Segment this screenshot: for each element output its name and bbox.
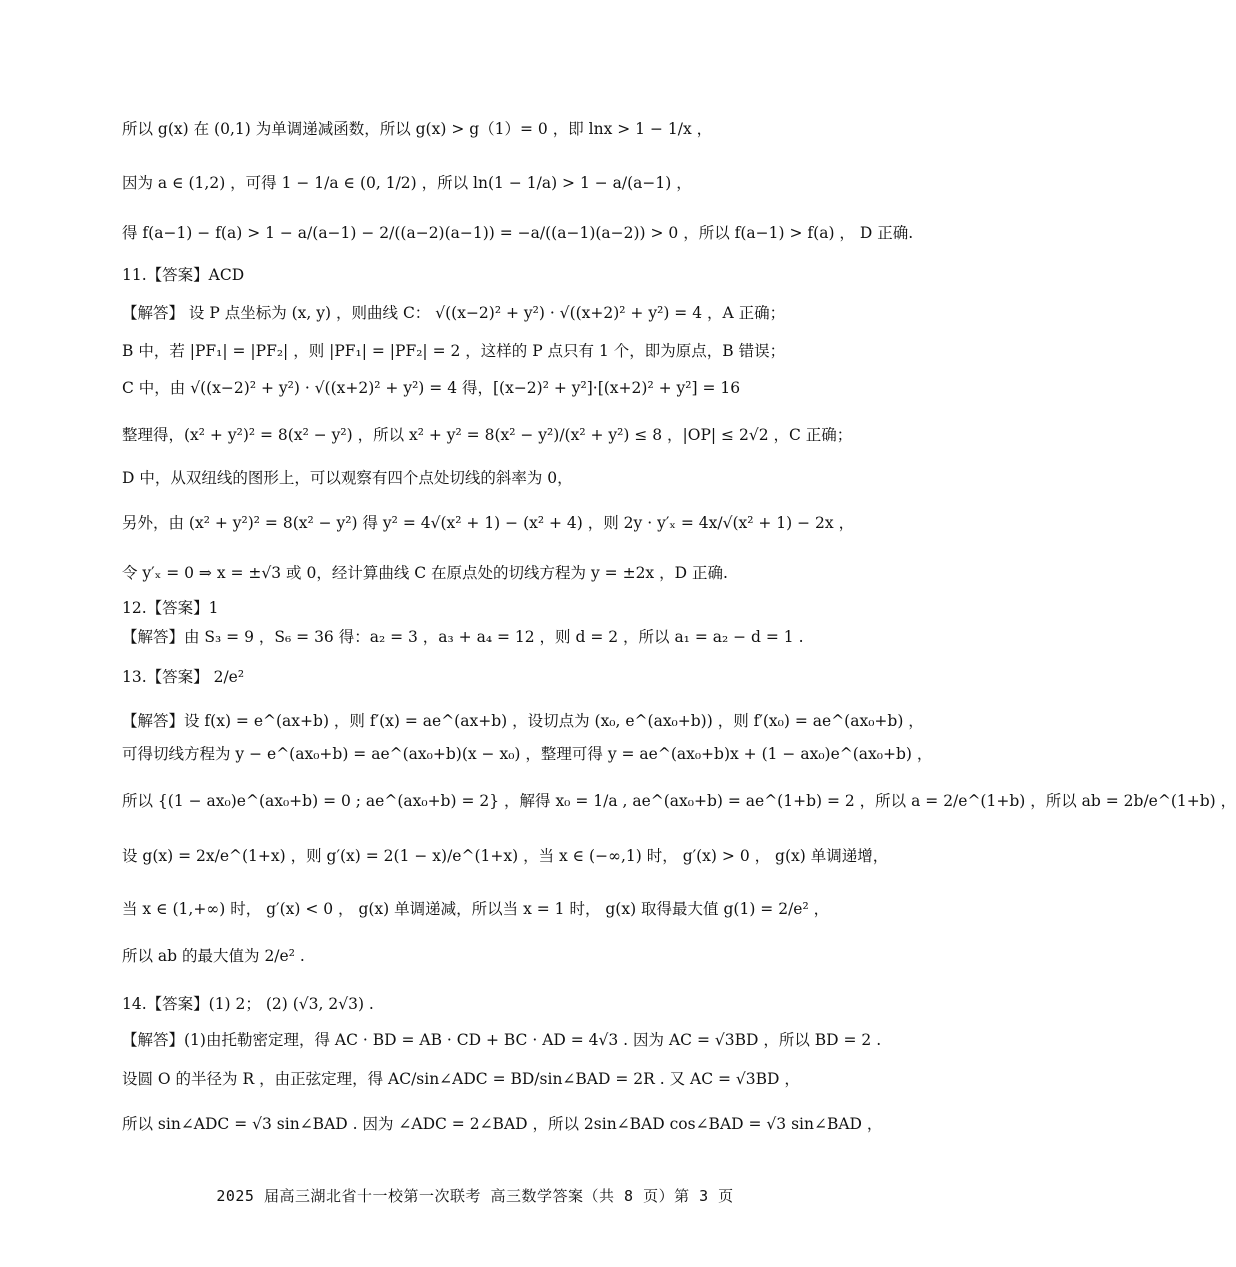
solution-line: 设 g(x) = 2x/e^(1+x) ，则 g′(x) = 2(1 − x)/e^(1+x) ，当 x ∈ (−∞,1) 时， g′(x) > 0 ， g(x) 单调递增， <box>122 847 889 865</box>
solution-line: 【解答】 设 P 点坐标为 (x, y) ，则曲线 C： √((x−2)² + y²) · √((x+2)² + y²) = 4 ，A 正确； <box>122 304 786 322</box>
solution-line: 可得切线方程为 y − e^(ax₀+b) = ae^(ax₀+b)(x − x₀) ，整理可得 y = ae^(ax₀+b)x + (1 − ax₀)e^(ax₀+b) ， <box>122 745 933 763</box>
solution-line: D 中，从双纽线的图形上，可以观察有四个点处切线的斜率为 0， <box>122 469 573 487</box>
solution-line: 当 x ∈ (1,+∞) 时， g′(x) < 0 ， g(x) 单调递减，所以当 x = 1 时， g(x) 取得最大值 g(1) = 2/e² ， <box>122 900 830 918</box>
solution-line: 所以 ab 的最大值为 2/e² . <box>122 947 305 965</box>
solution-line: 设圆 O 的半径为 R ，由正弦定理，得 AC/sin∠ADC = BD/sin∠BAD = 2R . 又 AC = √3BD ， <box>122 1070 800 1088</box>
solution-line: 14.【答案】(1) 2； (2) (√3, 2√3) . <box>122 995 374 1013</box>
solution-line: 【解答】由 S₃ = 9 ，S₆ = 36 得：a₂ = 3 ，a₃ + a₄ = 12 ，则 d = 2 ，所以 a₁ = a₂ − d = 1 . <box>122 628 804 646</box>
solution-line: B 中，若 |PF₁| = |PF₂| ，则 |PF₁| = |PF₂| = 2 ，这样的 P 点只有 1 个，即为原点，B 错误； <box>122 342 786 360</box>
page-footer: 2025 届高三湖北省十一校第一次联考 高三数学答案（共 8 页）第 3 页 <box>216 1187 734 1205</box>
solution-line: 13.【答案】 2/e² <box>122 668 245 686</box>
solution-line: 12.【答案】1 <box>122 599 219 617</box>
solution-line: 11.【答案】ACD <box>122 266 245 284</box>
solution-line: 得 f(a−1) − f(a) > 1 − a/(a−1) − 2/((a−2)(a−1)) = −a/((a−1)(a−2)) > 0 ，所以 f(a−1) > f(a) ， D 正确. <box>122 224 914 242</box>
solution-line: 所以 g(x) 在 (0,1) 为单调递减函数，所以 g(x) > g（1）= 0 ，即 lnx > 1 − 1/x ， <box>122 120 713 138</box>
solution-line: 所以 {(1 − ax₀)e^(ax₀+b) = 0 ; ae^(ax₀+b) = 2} ，解得 x₀ = 1/a , ae^(ax₀+b) = ae^(1+b) = 2 ，所以 a = 2/e^(1+b) ，所以 ab = 2b/e^(1+b) ， <box>122 792 1236 810</box>
solution-line: 所以 sin∠ADC = √3 sin∠BAD . 因为 ∠ADC = 2∠BAD ，所以 2sin∠BAD cos∠BAD = √3 sin∠BAD ， <box>122 1115 883 1133</box>
solution-line: 整理得，(x² + y²)² = 8(x² − y²) ，所以 x² + y² = 8(x² − y²)/(x² + y²) ≤ 8 ，|OP| ≤ 2√2 ，C 正确； <box>122 426 853 444</box>
solution-line: 另外，由 (x² + y²)² = 8(x² − y²) 得 y² = 4√(x² + 1) − (x² + 4) ，则 2y · y′ₓ = 4x/√(x² + 1) − 2x ， <box>122 514 855 532</box>
solution-line: C 中，由 √((x−2)² + y²) · √((x+2)² + y²) = 4 得，[(x−2)² + y²]·[(x+2)² + y²] = 16 <box>122 379 741 397</box>
solution-line: 【解答】(1)由托勒密定理，得 AC · BD = AB · CD + BC · AD = 4√3 . 因为 AC = √3BD ，所以 BD = 2 . <box>122 1031 882 1049</box>
solution-line: 令 y′ₓ = 0 ⇒ x = ±√3 或 0，经计算曲线 C 在原点处的切线方程为 y = ±2x ，D 正确. <box>122 564 728 582</box>
solution-line: 【解答】设 f(x) = e^(ax+b) ，则 f′(x) = ae^(ax+b) ，设切点为 (x₀, e^(ax₀+b)) ，则 f′(x₀) = ae^(ax₀+b) ， <box>122 712 924 730</box>
solution-line: 因为 a ∈ (1,2) ，可得 1 − 1/a ∈ (0, 1/2) ，所以 ln(1 − 1/a) > 1 − a/(a−1) ， <box>122 174 692 192</box>
